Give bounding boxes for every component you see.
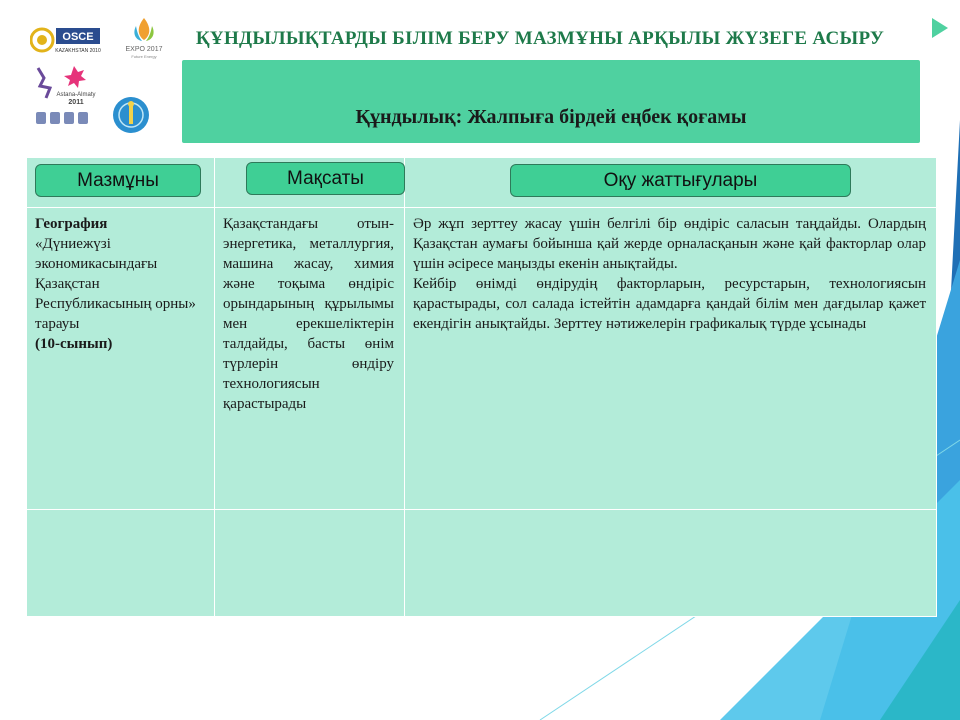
goal-text: Қазақстандағы отын-энергетика, металлургия, машина жасау, химия және тоқыма өндіріс орындарының құрылымы мен ерекшеліктерін талдайды, басты өнім түрлерін өндіру технологиясын қарастырады xyxy=(223,216,394,412)
osce-sub: KAZAKHSTAN 2010 xyxy=(55,48,101,54)
subject-grade: (10-сынып) xyxy=(35,336,113,352)
table-row xyxy=(27,208,937,510)
exercise-paragraph-2: Кейбір өнімді өндірудің факторларын, ресурстарын, технологиясын қарастырады, сол салада істейтін адамдарға қандай білім мен дағдылар қажет екендігін анықтайды. Зерттеу нәтижелерін графикалық түрде ұсынады xyxy=(413,276,926,332)
expo-label: EXPO 2017 xyxy=(125,46,163,53)
value-banner-text: Құндылық: Жалпыға бірдей еңбек қоғамы xyxy=(355,106,747,128)
cell-content xyxy=(27,208,215,510)
empty-cell xyxy=(215,510,405,617)
header-pill-exercises: Оқу жаттығулары xyxy=(510,164,851,197)
content-table xyxy=(26,157,937,617)
cell-goal xyxy=(215,208,405,510)
header-pill-content: Мазмұны xyxy=(35,164,201,197)
table-row-empty xyxy=(27,510,937,617)
logo-expo xyxy=(124,14,164,60)
slide-title: ҚҰНДЫЛЫҚТАРДЫ БІЛІМ БЕРУ МАЗМҰНЫ АРҚЫЛЫ ЖҮЗЕГЕ АСЫРУ xyxy=(195,28,885,49)
games-line1: Astana-Almaty xyxy=(56,92,96,98)
exercise-paragraph-1: Әр жұп зерттеу жасау үшін белгілі бір өндіріс саласын таңдайды. Олардың Қазақстан аумағы бойынша қай жерде орналасқанын және қай факторлар олар үшін әсіресе маңызды екенін анықтайды. xyxy=(413,216,926,272)
mascot-icon xyxy=(38,68,50,98)
expo-flame-icon xyxy=(139,18,150,40)
expo-sub: Future Energy xyxy=(131,54,157,59)
subject-name: География xyxy=(35,216,108,232)
logo-astana-emblem xyxy=(110,94,152,136)
games-line2: 2011 xyxy=(68,99,84,106)
header-pill-goal: Мақсаты xyxy=(246,162,405,195)
cell-exercises xyxy=(405,208,937,510)
decor-arrow-top xyxy=(932,18,948,38)
empty-cell xyxy=(27,510,215,617)
osce-label: OSCE xyxy=(62,31,94,43)
subject-topic: «Дүниежүзі экономикасындағы Қазақстан Республикасының орны» тарауы xyxy=(35,236,196,332)
logo-osce xyxy=(30,18,102,54)
logo-asian-games xyxy=(30,60,102,130)
empty-cell xyxy=(405,510,937,617)
sport-pictograms-icon xyxy=(36,112,88,124)
value-banner xyxy=(182,60,920,143)
